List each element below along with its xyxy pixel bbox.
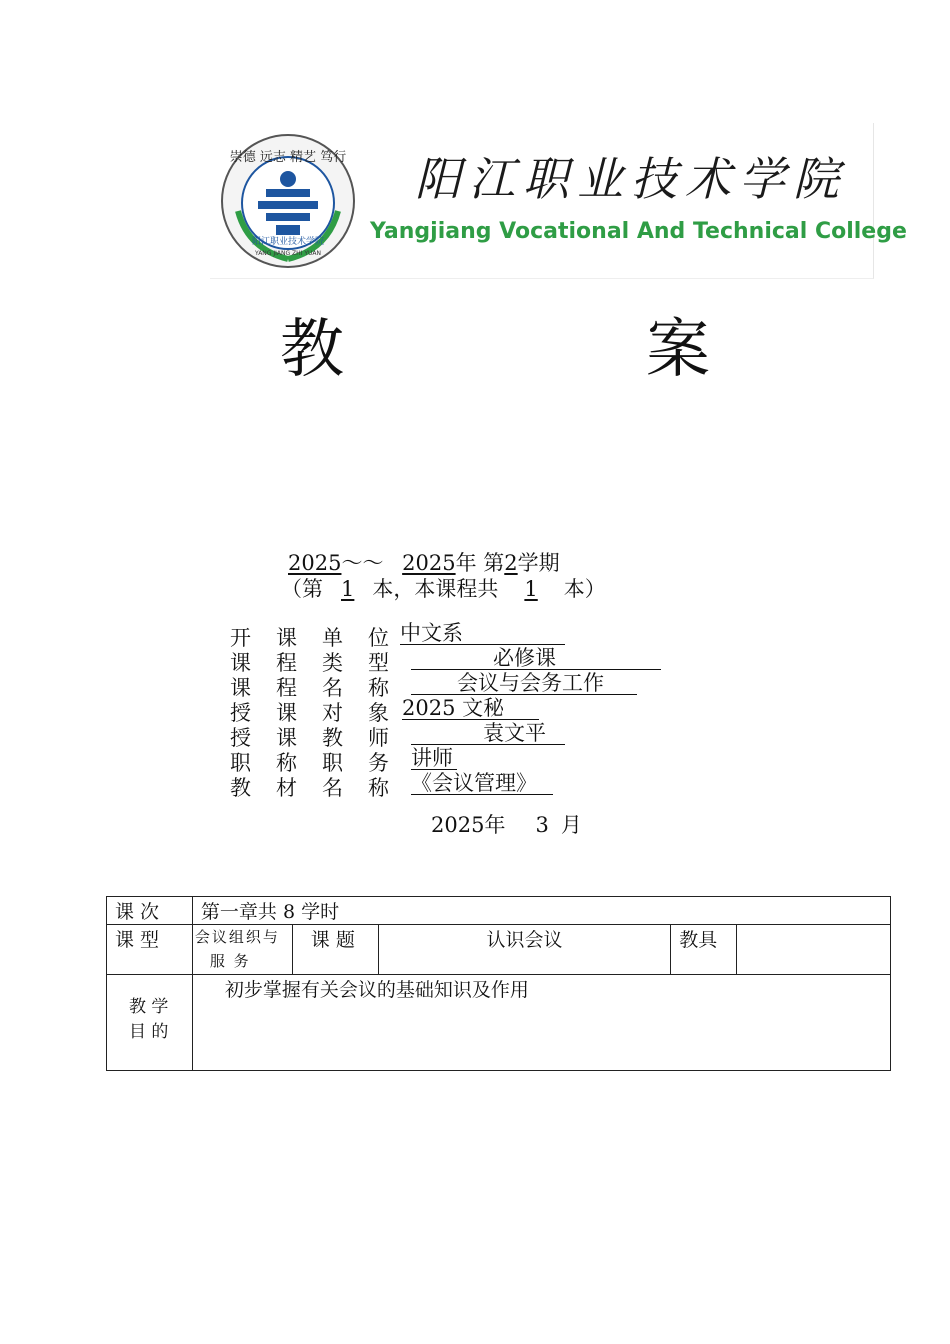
book-prefix: （第 — [281, 577, 323, 601]
book-total: 1 — [524, 577, 538, 601]
book-mid: 本，本课程共 — [372, 577, 499, 601]
label-textbook: 教材名称 — [230, 776, 414, 800]
date-month: 3 — [535, 813, 549, 837]
book-no: 1 — [341, 577, 355, 601]
goal-label-line2: 目 的 — [129, 1022, 169, 1042]
school-name-en: Yangjiang Vocational And Technical College — [370, 219, 907, 244]
topic-label: 课 题 — [292, 925, 378, 975]
value-teacher: 袁文平 — [411, 722, 565, 745]
value-title-position: 讲师 — [411, 747, 457, 770]
seal-motto: 崇德 远志 精艺 笃行 — [229, 150, 347, 165]
school-name-cn: 阳江职业技术学院 — [415, 152, 847, 206]
tools-value — [737, 925, 891, 975]
value-course-name: 会议与会务工作 — [411, 672, 637, 695]
book-line — [281, 573, 606, 603]
year-end: 2025 — [402, 551, 456, 575]
term-suffix: 学期 — [517, 551, 560, 575]
goal-label-line1: 教 学 — [129, 997, 169, 1017]
label-title-position: 职称职务 — [230, 751, 414, 775]
label-course-type: 课程类型 — [230, 651, 414, 675]
value-textbook: 《会议管理》 — [411, 772, 553, 795]
year-suffix: 年 — [455, 551, 477, 575]
session-label: 课 次 — [107, 897, 193, 925]
label-audience: 授课对象 — [230, 701, 414, 725]
tilde: ～～ — [341, 551, 384, 575]
value-department: 中文系 — [400, 622, 565, 645]
topic-value: 认识会议 — [378, 925, 671, 975]
title-char-2: 案 — [646, 313, 710, 387]
lesson-table — [106, 896, 891, 1071]
table-row — [107, 925, 891, 975]
goal-label — [107, 975, 193, 1071]
type-value — [192, 925, 292, 975]
type-value-line2: 服 务 — [209, 952, 251, 970]
college-banner — [210, 123, 907, 279]
value-audience: 2025 文秘 — [402, 697, 539, 720]
date-year: 2025 — [431, 813, 485, 837]
term-prefix: 第 — [483, 551, 505, 575]
date-line — [431, 809, 582, 839]
goal-value: 初步掌握有关会议的基础知识及作用 — [192, 975, 890, 1071]
tools-label: 教具 — [671, 925, 737, 975]
title-char-1: 教 — [280, 313, 344, 387]
type-label: 课 型 — [107, 925, 193, 975]
value-course-type: 必修课 — [411, 647, 661, 670]
type-value-line1: 会议组织与 — [194, 928, 280, 946]
seal-ring-text: 阳江职业技术学院 — [251, 237, 325, 247]
college-seal-logo — [218, 131, 358, 271]
term-no: 2 — [504, 551, 518, 575]
label-teacher: 授课教师 — [230, 726, 414, 750]
year-start: 2025 — [288, 551, 342, 575]
table-row — [107, 897, 891, 925]
table-row — [107, 975, 891, 1071]
session-value: 第一章共 8 学时 — [192, 897, 890, 925]
date-month-label: 月 — [560, 813, 582, 837]
label-department: 开课单位 — [230, 626, 414, 650]
label-course-name: 课程名称 — [230, 676, 414, 700]
book-suffix: 本） — [563, 577, 606, 601]
seal-bottom-text: YANG JIANG ZHI YUAN — [255, 250, 321, 257]
date-year-label: 年 — [484, 813, 506, 837]
